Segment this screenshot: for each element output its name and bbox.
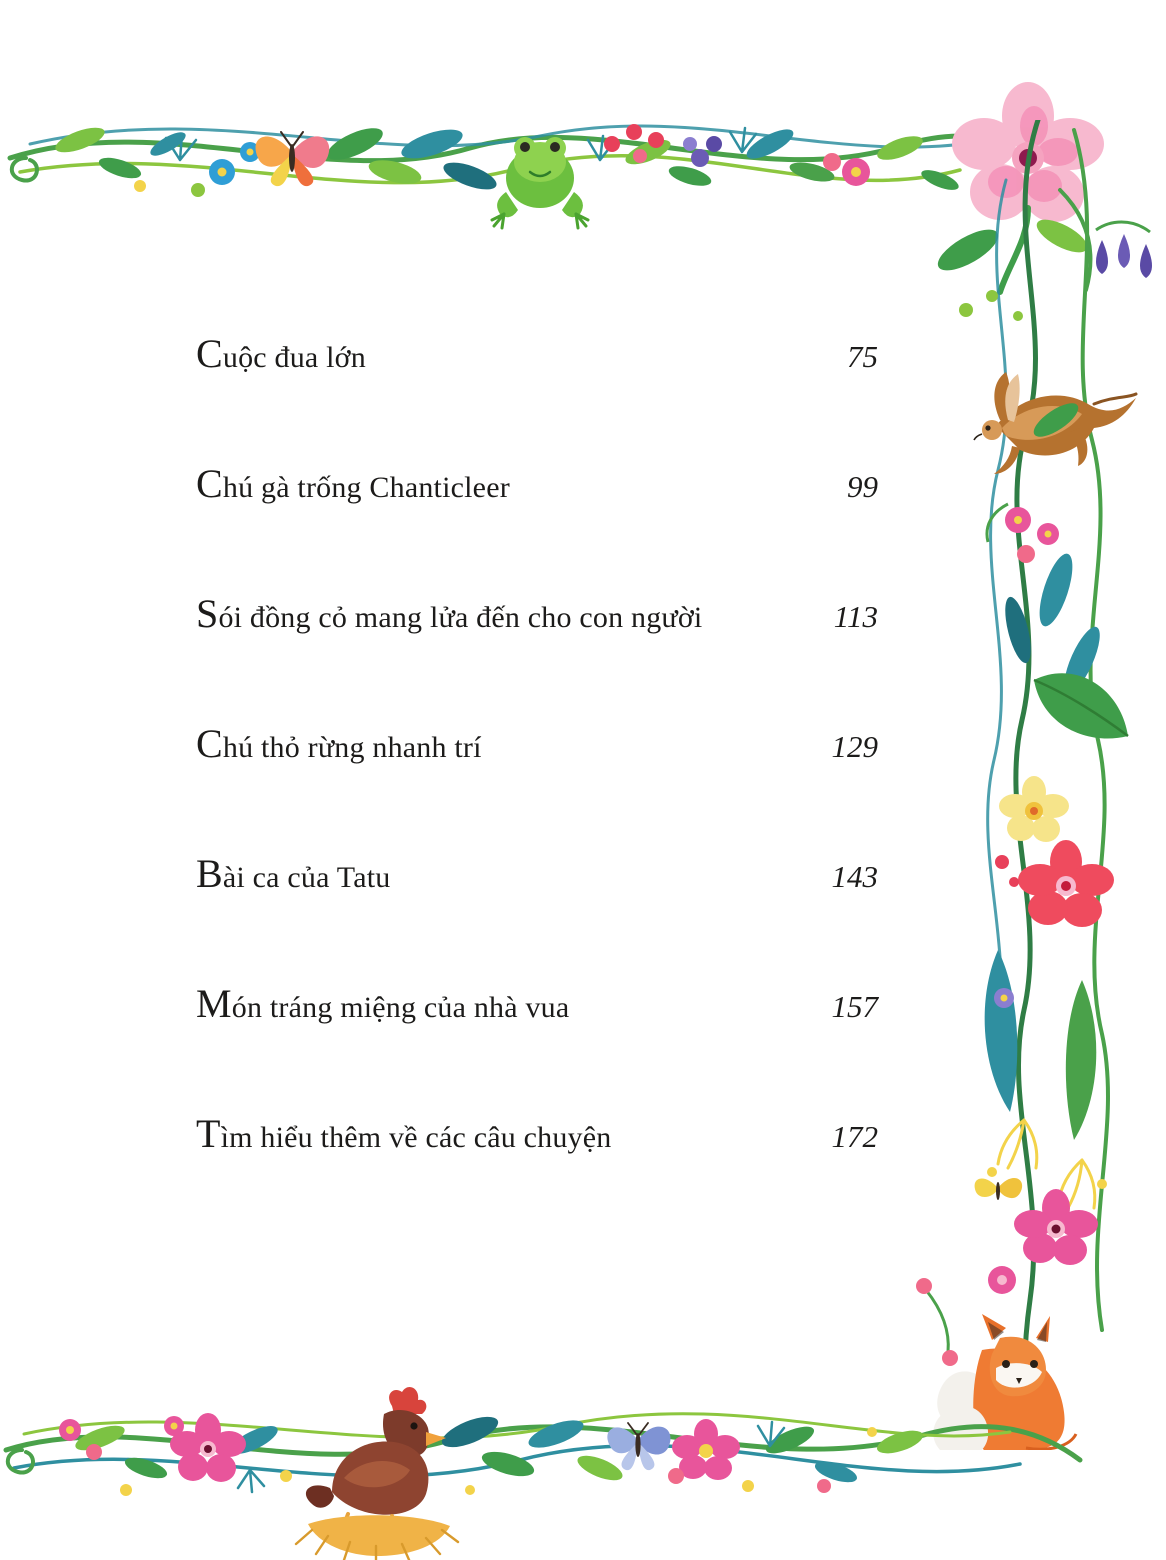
toc-entry[interactable] [196,1110,896,1240]
toc-entry[interactable] [196,460,896,590]
toc-entry-page-number: 75 [847,339,878,374]
toc-entry-title: Chú thỏ rừng nhanh trí [196,721,482,766]
toc-entry[interactable] [196,720,896,850]
top-floral-border-decoration [0,40,1166,300]
toc-entry-title: Sói đồng cỏ mang lửa đến cho con người [196,591,703,636]
red-flower-illustration [1018,840,1114,927]
toc-entry-title: Chú gà trống Chanticleer [196,461,510,506]
butterfly-illustration [256,132,330,186]
toc-entry-page-number: 129 [831,729,878,764]
toc-entry-title: Tìm hiểu thêm về các câu chuyện [196,1111,612,1156]
bottom-floral-border-decoration [0,1300,1166,1560]
fox-illustration [933,1314,1076,1450]
toc-entry[interactable] [196,850,896,980]
toc-entry-page-number: 143 [831,859,878,894]
toc-entry-page-number: 113 [833,599,878,634]
large-pink-flower-illustration [952,82,1104,222]
table-of-contents [196,330,896,1240]
bluebell-flowers [1096,222,1152,278]
toc-entry-title: Cuộc đua lớn [196,331,366,376]
hare-illustration [974,372,1136,474]
toc-entry-title: Bài ca của Tatu [196,851,391,896]
butterfly-illustration [607,1423,670,1470]
toc-entry[interactable] [196,980,896,1110]
toc-entry[interactable] [196,590,896,720]
toc-entry-page-number: 172 [831,1119,878,1154]
toc-entry-page-number: 99 [847,469,878,504]
butterfly-illustration [975,1178,1023,1200]
toc-entry-page-number: 157 [831,989,878,1024]
toc-entry-title: Món tráng miệng của nhà vua [196,981,570,1026]
right-floral-border-decoration [906,120,1166,1450]
frog-illustration [492,137,588,228]
hen-illustration [296,1387,458,1560]
toc-entry[interactable] [196,330,896,460]
